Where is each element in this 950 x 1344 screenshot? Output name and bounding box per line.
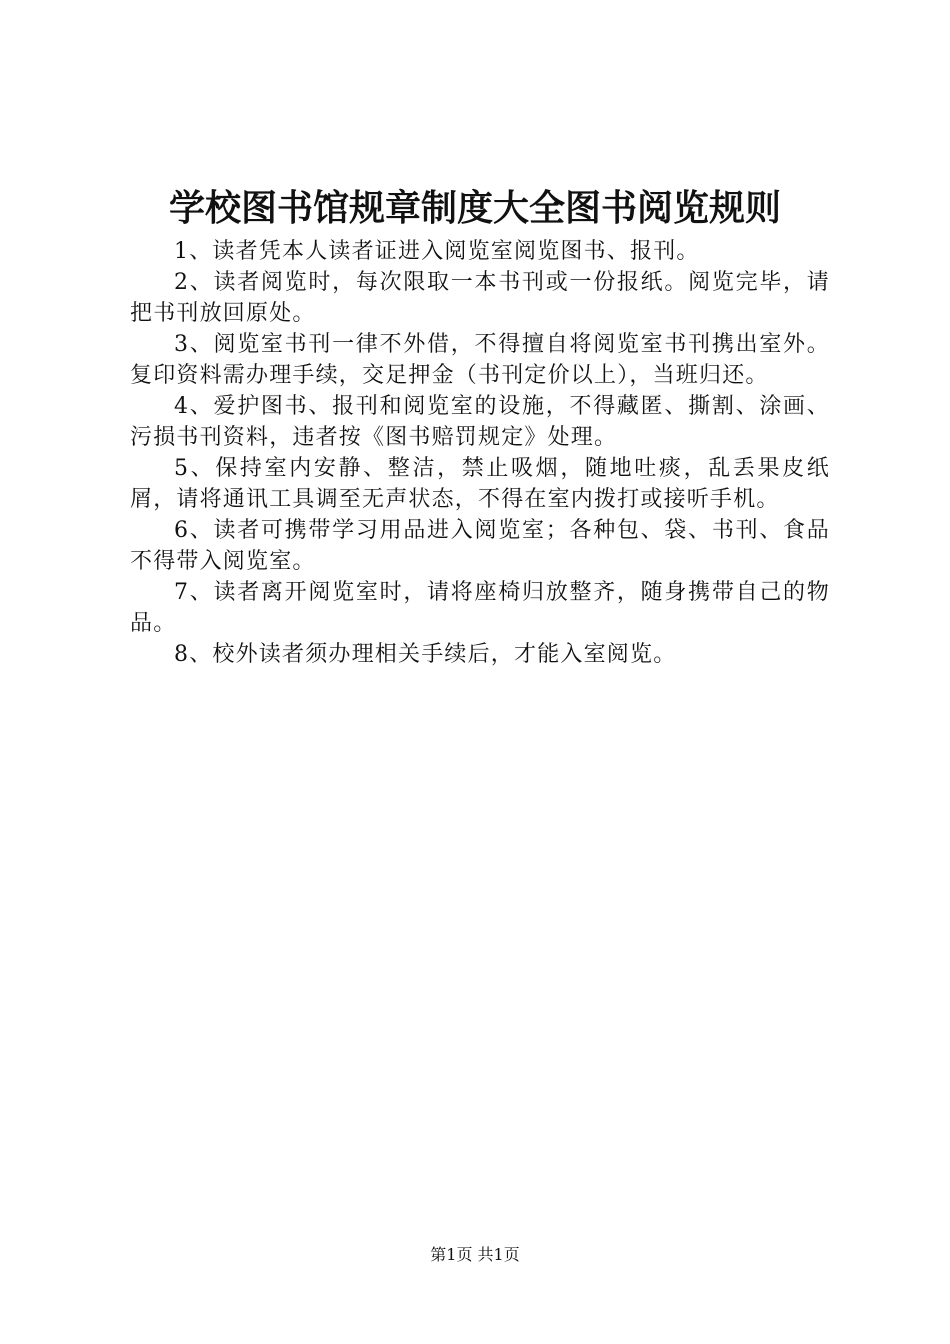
rule-paragraph-6: 6、读者可携带学习用品进入阅览室；各种包、袋、书刊、食品不得带入阅览室。: [130, 518, 830, 574]
rule-paragraph-4: 4、爱护图书、报刊和阅览室的设施，不得藏匿、撕割、涂画、污损书刊资料，违者按《图书赔罚规定》处理。: [130, 394, 830, 450]
document-body: [130, 236, 830, 670]
rule-paragraph-3: 3、阅览室书刊一律不外借，不得擅自将阅览室书刊携出室外。复印资料需办理手续，交足押金（书刊定价以上），当班归还。: [130, 332, 830, 388]
page-footer: 第1页 共1页: [430, 1245, 520, 1264]
document-title: 学校图书馆规章制度大全图书阅览规则: [168, 188, 781, 229]
rule-paragraph-2: 2、读者阅览时，每次限取一本书刊或一份报纸。阅览完毕，请把书刊放回原处。: [130, 270, 830, 326]
rule-paragraph-8: 8、校外读者须办理相关手续后，才能入室阅览。: [174, 642, 677, 667]
rule-paragraph-7: 7、读者离开阅览室时，请将座椅归放整齐，随身携带自己的物品。: [130, 580, 830, 636]
rule-paragraph-1: 1、读者凭本人读者证进入阅览室阅览图书、报刊。: [174, 239, 700, 264]
rule-paragraph-5: 5、保持室内安静、整洁，禁止吸烟，随地吐痰，乱丢果皮纸屑，请将通讯工具调至无声状态，不得在室内拨打或接听手机。: [130, 456, 830, 512]
